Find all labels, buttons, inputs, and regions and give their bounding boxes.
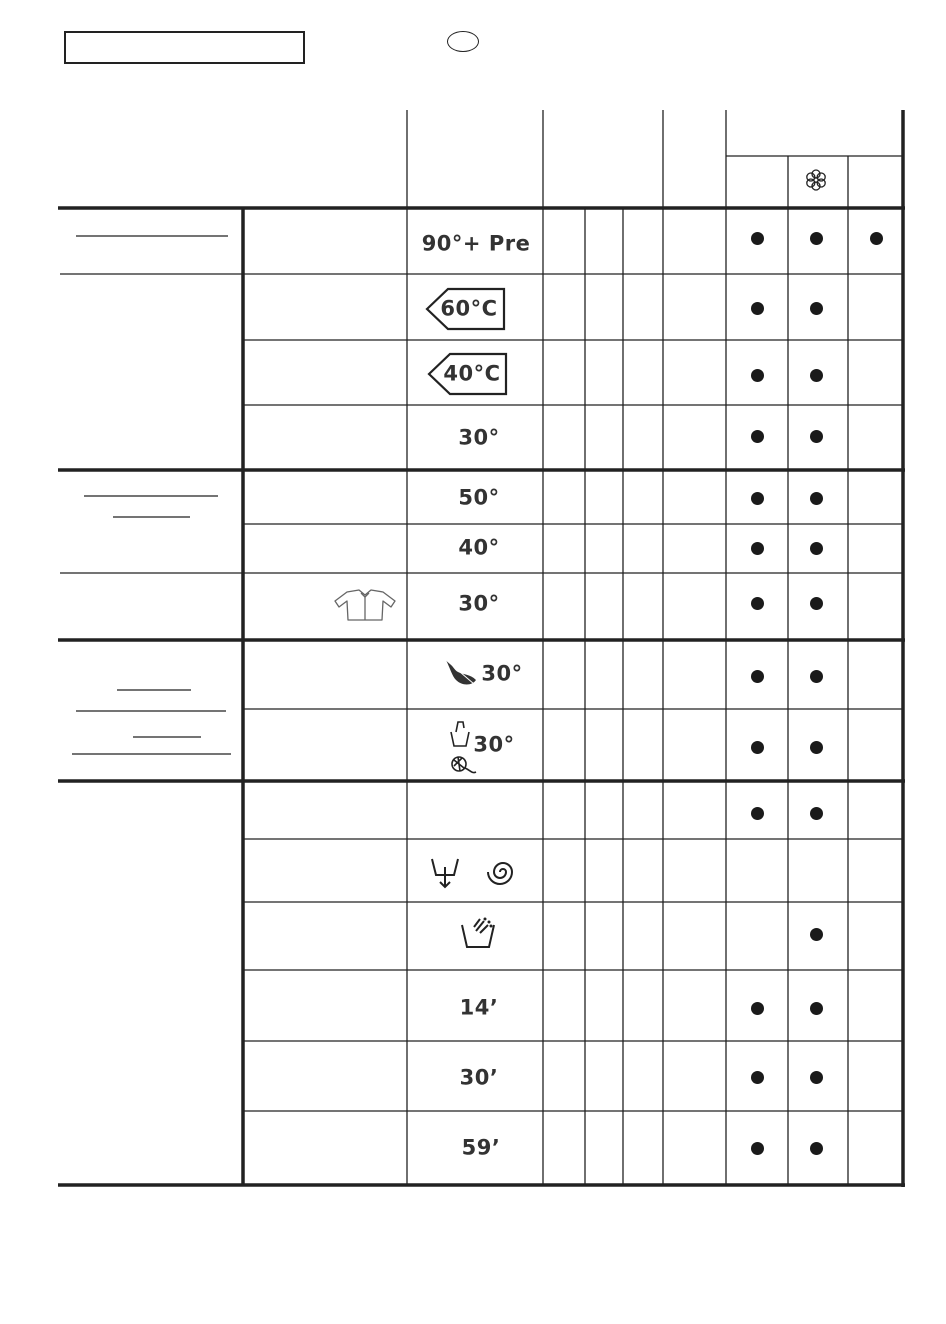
program-dot	[751, 232, 764, 245]
drain-spin-icon	[428, 853, 522, 893]
program-dot	[810, 1002, 823, 1015]
temp-label: 50°	[458, 485, 500, 510]
temp-label: 30°	[473, 732, 515, 757]
temp-label: 30°	[458, 591, 500, 616]
program-dot	[810, 597, 823, 610]
eco-tag-icon	[424, 286, 508, 332]
program-dot	[751, 741, 764, 754]
temp-label: 30°	[481, 661, 523, 686]
temp-label: 40°C	[443, 361, 501, 386]
temp-label: 90°+ Pre	[421, 231, 531, 256]
program-dot	[751, 1142, 764, 1155]
program-dot	[751, 807, 764, 820]
program-dot	[751, 1071, 764, 1084]
eco-tag-icon	[426, 351, 510, 397]
program-dot	[810, 1071, 823, 1084]
handwash-wool-icon	[446, 718, 478, 782]
program-dot	[810, 670, 823, 683]
feather-icon	[442, 656, 482, 690]
flower-icon	[804, 168, 828, 192]
temp-label: 60°C	[440, 296, 498, 321]
program-dot	[870, 232, 883, 245]
program-dot	[751, 430, 764, 443]
program-dot	[751, 369, 764, 382]
temp-label: 59’	[461, 1135, 501, 1160]
program-dot	[810, 1142, 823, 1155]
temp-label: 30°	[458, 425, 500, 450]
program-dot	[810, 369, 823, 382]
program-dot	[751, 542, 764, 555]
temp-label: 14’	[459, 995, 499, 1020]
program-dot	[810, 928, 823, 941]
program-dot	[810, 232, 823, 245]
program-dot	[810, 430, 823, 443]
program-dot	[751, 492, 764, 505]
shirt-icon	[333, 587, 397, 623]
rinse-icon	[458, 913, 498, 953]
program-dot	[751, 670, 764, 683]
program-dot	[810, 542, 823, 555]
program-dot	[751, 302, 764, 315]
program-dot	[751, 597, 764, 610]
program-dot	[810, 302, 823, 315]
temp-label: 30’	[459, 1065, 499, 1090]
program-dot	[751, 1002, 764, 1015]
program-dot	[810, 492, 823, 505]
temp-label: 40°	[458, 535, 500, 560]
program-dot	[810, 741, 823, 754]
program-dot	[810, 807, 823, 820]
